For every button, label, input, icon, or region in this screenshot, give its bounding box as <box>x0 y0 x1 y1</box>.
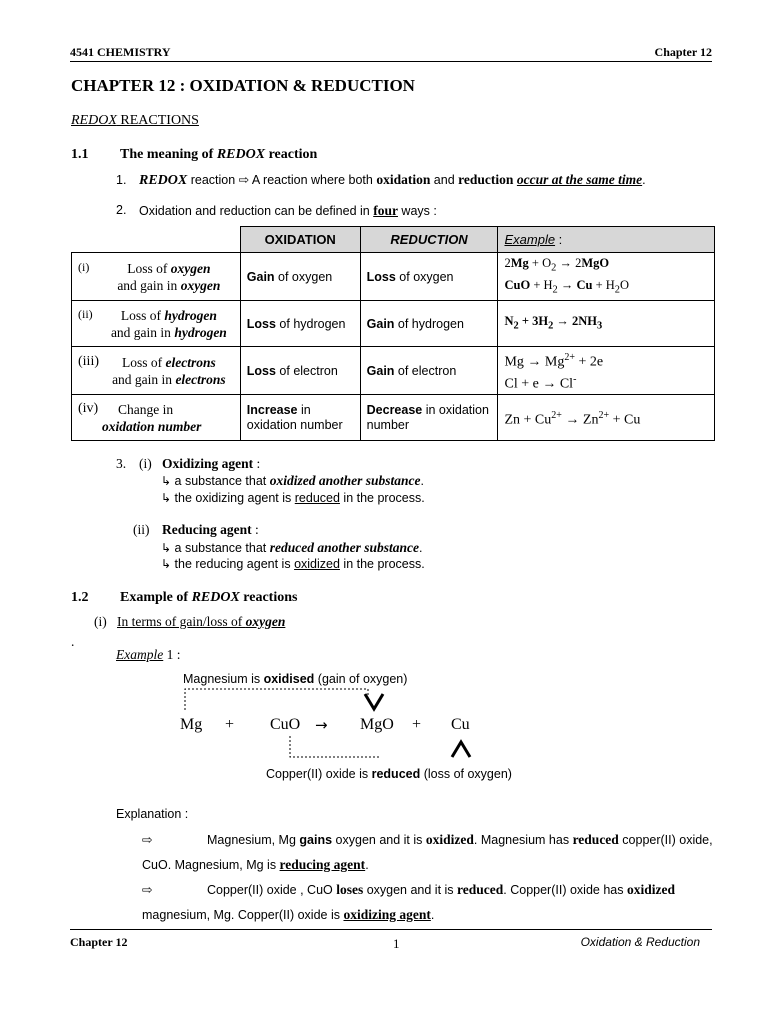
ox-bold: Gain <box>246 269 275 284</box>
eq-superscript: - <box>573 373 577 385</box>
definition-cell <box>72 395 241 441</box>
right-arrow-icon: ⇨ <box>238 172 250 187</box>
row-number: (i) <box>78 259 90 274</box>
red-bold: Gain <box>366 363 395 378</box>
reaction-word: reaction <box>187 173 239 187</box>
eq-part: + H <box>530 277 553 292</box>
table-row <box>72 347 715 395</box>
header-example <box>498 227 715 253</box>
bullet-pre: the reducing agent is <box>171 557 295 571</box>
text: . Magnesium has <box>473 833 573 847</box>
stray-mark: . <box>71 634 75 649</box>
bullet-post: in the process. <box>339 557 425 571</box>
sub-i-number: (i) <box>94 614 107 629</box>
reduction-cell <box>360 301 498 347</box>
example-cell <box>498 253 715 301</box>
bullet-post: . <box>419 541 423 555</box>
running-header-right: Chapter 12 <box>654 45 712 59</box>
eq-part: + H <box>592 277 615 292</box>
eq-superscript: 2+ <box>598 409 610 421</box>
eq-subscript: 2 <box>513 320 519 332</box>
reaction-arrow-icon: → <box>315 716 328 734</box>
reactant-cuo: CuO <box>270 716 301 733</box>
bullet-pre: a substance that <box>171 541 270 555</box>
sub-title-pre: In terms of gain/loss of <box>117 614 246 629</box>
item-3-number: 3. <box>116 456 127 471</box>
text: Copper(II) oxide , CuO <box>207 883 337 897</box>
section-heading-italic: REDOX <box>71 113 117 128</box>
row-number: (iv) <box>78 400 99 416</box>
subsection-1-2-title <box>120 590 297 606</box>
hook-arrow-icon: ↳ <box>161 557 172 571</box>
eq-superscript: 2+ <box>551 409 562 421</box>
def-line1-em: hydrogen <box>164 307 217 323</box>
reducing-bullet-2 <box>161 557 425 571</box>
eq-subscript: 2 <box>552 284 558 295</box>
bullet-em: oxidized another substance <box>269 473 421 488</box>
hook-arrow-icon: ↳ <box>161 474 172 488</box>
table-header-blank <box>72 227 241 253</box>
red-rest-2: number <box>366 417 410 432</box>
oxidizing-bullet-1 <box>161 473 424 489</box>
oxidation-cell <box>240 301 360 347</box>
title-text: Reducing agent <box>162 522 252 537</box>
eq-part: + 2e <box>575 354 604 370</box>
example-1-label <box>116 647 181 663</box>
reactant-mg: Mg <box>180 716 203 733</box>
text-bold: oxidized <box>626 882 675 897</box>
ox-rest: in <box>297 402 311 417</box>
def-line2: and gain in <box>117 277 181 293</box>
example-cell <box>498 347 715 395</box>
header-reduction <box>360 227 498 253</box>
definition-text: A reaction where both <box>249 173 377 187</box>
eq-part: CuO <box>504 277 531 292</box>
eq-subscript: 2 <box>614 284 620 295</box>
oxidation-cell <box>240 253 360 301</box>
period: . <box>642 173 646 187</box>
label-pre: Magnesium is <box>183 672 264 686</box>
definition-cell <box>72 301 241 347</box>
redox-term: REDOX <box>139 173 188 188</box>
label-post: (gain of oxygen) <box>314 672 408 686</box>
page-number: 1 <box>393 936 400 951</box>
right-arrow-icon: ⇨ <box>142 832 153 847</box>
eq-subscript: 3 <box>597 320 603 332</box>
title-text: Oxidizing agent <box>162 456 254 471</box>
up-arrowhead-icon <box>450 739 472 759</box>
eq-part: + 3H <box>518 313 549 328</box>
eq-subscript: 2 <box>548 320 554 332</box>
section-heading <box>71 113 199 129</box>
hook-arrow-icon: ↳ <box>161 491 172 505</box>
ox-rest: of electron <box>275 363 338 378</box>
text: CuO. Magnesium, Mg is <box>142 858 280 872</box>
running-header-left: 4541 CHEMISTRY <box>70 45 171 59</box>
oxidizing-bullet-2 <box>161 491 425 505</box>
header-reduction-text: REDUCTION <box>390 232 468 247</box>
table-row <box>72 253 715 301</box>
def-line1: Loss of <box>127 260 171 276</box>
sub-title-em: oxygen <box>245 614 286 629</box>
bullet-pre: a substance that <box>171 474 270 488</box>
plus-sign: + <box>412 716 422 733</box>
eq-part: Cu <box>576 277 593 292</box>
text-bold-underlined: oxidizing agent <box>343 907 431 922</box>
eq-part: + O <box>528 256 552 270</box>
eq-part: → 2NH <box>553 313 598 328</box>
item-1-number: 1. <box>116 173 127 187</box>
def-line2: and gain in <box>112 371 176 387</box>
label-bold: oxidised <box>263 672 315 686</box>
def-line1: Loss of <box>120 307 165 323</box>
text-bold-underlined: reducing agent <box>279 857 366 872</box>
title-post: reaction <box>265 147 318 162</box>
example-cell <box>498 301 715 347</box>
table-row <box>72 301 715 347</box>
colon: : <box>251 522 259 537</box>
ox-bold: Loss <box>246 363 276 378</box>
def-line2-em: hydrogen <box>174 324 227 340</box>
section-heading-rest: REACTIONS <box>116 113 199 128</box>
reducing-agent-title <box>162 522 259 538</box>
header-example-colon: : <box>555 232 563 247</box>
definition-cell <box>72 253 241 301</box>
title-italic: REDOX <box>191 590 240 605</box>
example-word: Example <box>116 647 164 662</box>
title-post: reactions <box>239 590 298 605</box>
label-pre: Copper(II) oxide is <box>266 767 372 781</box>
bullet-pre: the oxidizing agent is <box>171 491 295 505</box>
red-rest: of hydrogen <box>394 316 464 331</box>
text: Magnesium, Mg <box>207 833 300 847</box>
oxidizing-agent-title <box>162 456 260 472</box>
text-bold: reduced <box>457 882 504 897</box>
red-rest: in oxidation <box>422 402 489 417</box>
eq-part: N <box>504 313 514 328</box>
text-bold: reduced <box>572 832 619 847</box>
title-pre: Example of <box>120 590 192 605</box>
plus-sign: + <box>225 716 235 733</box>
footer-rule <box>70 929 712 930</box>
reduction-cell <box>360 395 498 441</box>
item-1-text <box>139 172 646 189</box>
red-bold: Loss <box>366 269 396 284</box>
bullet-underlined: reduced <box>294 491 340 505</box>
oxidation-cell <box>240 347 360 395</box>
ox-rest-2: oxidation number <box>246 417 343 432</box>
subsection-1-1 <box>71 147 89 163</box>
text-bold: oxidized <box>425 832 474 847</box>
occur-same-time: occur at the same time <box>516 172 643 187</box>
explanation-p1-line2 <box>142 857 369 873</box>
subsection-1-1-title <box>120 147 317 163</box>
eq-part: 2 <box>504 256 511 270</box>
ox-rest: of oxygen <box>274 269 333 284</box>
reducing-bullet-1 <box>161 540 423 556</box>
right-arrow-icon: ⇨ <box>142 882 153 897</box>
eq-part: Mg → Mg <box>504 354 565 370</box>
reduction-cell <box>360 347 498 395</box>
red-bold: Decrease <box>366 402 423 417</box>
label-bold: reduced <box>371 767 421 781</box>
ox-bold: Loss <box>246 316 276 331</box>
eq-subscript: 2 <box>551 262 557 274</box>
example-cell <box>498 395 715 441</box>
hook-arrow-icon: ↳ <box>161 541 172 555</box>
title-italic: REDOX <box>216 147 266 162</box>
item-2-post: ways : <box>397 204 437 218</box>
eq-part: + Cu <box>609 412 641 428</box>
bullet-em: reduced another substance <box>269 540 420 555</box>
reduction-term: reduction <box>458 172 514 187</box>
definition-cell <box>72 347 241 395</box>
and-word: and <box>430 173 459 187</box>
subsection-1-2-number: 1.2 <box>71 590 89 605</box>
item-3-i-number: (i) <box>139 456 152 471</box>
product-cu: Cu <box>451 716 470 733</box>
def-line1: Change in <box>118 401 174 417</box>
eq-part: O <box>619 277 630 292</box>
eq-part: Mg <box>510 256 529 270</box>
explanation-p2-line2 <box>142 907 434 923</box>
header-oxidation: OXIDATION <box>240 227 360 253</box>
text: magnesium, Mg. Copper(II) oxide is <box>142 908 344 922</box>
product-mgo: MgO <box>360 716 394 733</box>
ox-rest: of hydrogen <box>275 316 346 331</box>
red-bold: Gain <box>366 316 395 331</box>
bullet-post: . <box>420 474 425 488</box>
redox-definition-table <box>71 226 715 441</box>
item-3-ii-number: (ii) <box>133 522 150 537</box>
table-header-row <box>72 227 715 253</box>
text-bold: gains <box>299 833 333 847</box>
chapter-title: CHAPTER 12 : OXIDATION & REDUCTION <box>71 76 415 95</box>
footer-left: Chapter 12 <box>70 935 128 949</box>
row-number: (ii) <box>78 306 93 321</box>
ox-bold: Increase <box>246 402 298 417</box>
item-2-number: 2. <box>116 203 127 217</box>
reduced-label <box>266 767 512 781</box>
oxidation-term: oxidation <box>376 172 431 187</box>
def-line1: Loss of <box>122 354 166 370</box>
header-example-text: Example <box>504 232 556 247</box>
item-2-text <box>139 203 437 219</box>
eq-part: → 2 <box>556 256 582 270</box>
subsection-number: 1.1 <box>71 147 89 162</box>
def-line2-em: electrons <box>175 371 226 387</box>
def-line2-em: oxidation number <box>102 418 202 434</box>
eq-part: MgO <box>581 256 610 270</box>
row-number: (iii) <box>78 353 99 369</box>
eq-part: Zn + Cu <box>504 412 552 428</box>
text: . <box>430 908 435 922</box>
text: copper(II) oxide, <box>618 833 713 847</box>
eq-part: → Zn <box>561 412 599 428</box>
explanation-label: Explanation : <box>116 807 189 821</box>
text: . Copper(II) oxide has <box>503 883 627 897</box>
title-pre: The meaning of <box>120 147 217 162</box>
table-row <box>72 395 715 441</box>
label-post: (loss of oxygen) <box>420 767 512 781</box>
red-rest: of oxygen <box>395 269 454 284</box>
text-bold: loses <box>336 882 364 897</box>
red-rest: of electron <box>394 363 457 378</box>
eq-part: → <box>557 277 577 292</box>
sub-i-title <box>117 614 285 630</box>
explanation-p2-line1 <box>207 882 675 898</box>
four-word: four <box>373 203 398 218</box>
reduction-cell <box>360 253 498 301</box>
footer-right: Oxidation & Reduction <box>580 935 700 949</box>
colon: : <box>253 456 261 471</box>
def-line2-em: oxygen <box>180 277 221 293</box>
text: oxygen and it is <box>332 833 426 847</box>
bullet-post: in the process. <box>339 491 425 505</box>
def-line1-em: oxygen <box>170 260 211 276</box>
explanation-p1-line1 <box>207 832 713 848</box>
bullet-underlined: oxidized <box>294 557 340 571</box>
text: oxygen and it is <box>363 883 458 897</box>
def-line1-em: electrons <box>165 354 216 370</box>
text: . <box>365 858 369 872</box>
header-rule <box>70 61 712 62</box>
item-2-pre: Oxidation and reduction can be defined in <box>139 204 374 218</box>
eq-superscript: 2+ <box>564 352 576 363</box>
down-arrowhead-icon <box>363 692 385 712</box>
eq-part: Cl + e → Cl <box>504 376 574 392</box>
def-line2: and gain in <box>110 324 175 340</box>
oxidation-cell <box>240 395 360 441</box>
example-rest: 1 : <box>163 647 181 662</box>
